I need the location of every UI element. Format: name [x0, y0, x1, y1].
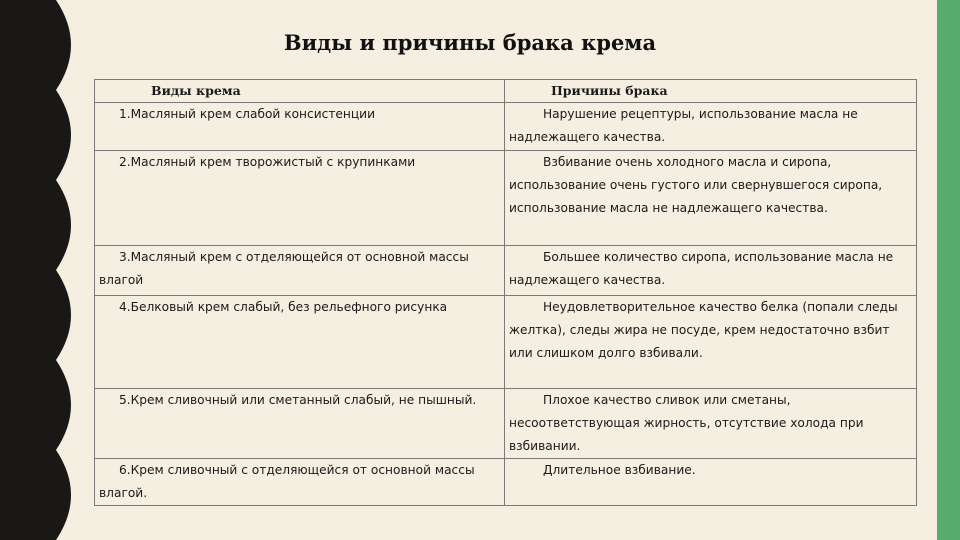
- row-2-cause: Взбивание очень холодного масла и сиропа, использование очень густого или свернувшегося сиропа, использование масла не надлежащего качества.: [505, 151, 917, 246]
- table-row: [95, 459, 917, 506]
- row-4-kind: 4.Белковый крем слабый, без рельефного рисунка: [95, 296, 505, 389]
- row-2-kind: 2.Масляный крем творожистый с крупинками: [95, 151, 505, 246]
- row-5-kind: 5.Крем сливочный или сметанный слабый, не пышный.: [95, 389, 505, 459]
- table-row: [95, 296, 917, 389]
- row-6-kind: 6.Крем сливочный с отделяющейся от основной массы влагой.: [95, 459, 505, 506]
- header-cause: Причины брака: [505, 80, 917, 103]
- row-3-kind: 3.Масляный крем с отделяющейся от основной массы влагой: [95, 246, 505, 296]
- row-6-cause: Длительное взбивание.: [505, 459, 917, 506]
- table-row: [95, 151, 917, 246]
- header-kind: Виды крема: [95, 80, 505, 103]
- table-row: [95, 389, 917, 459]
- slide-title: Виды и причины брака крема: [283, 30, 657, 55]
- left-decorative-band: [0, 0, 75, 540]
- defects-table: [94, 79, 917, 506]
- row-4-cause: Неудовлетворительное качество белка (попали следы желтка), следы жира не посуде, крем недостаточно взбит или слишком долго взбивали.: [505, 296, 917, 389]
- row-1-kind: 1.Масляный крем слабой консистенции: [95, 103, 505, 151]
- table-row: [95, 103, 917, 151]
- right-accent-stripe: [937, 0, 960, 540]
- row-5-cause: Плохое качество сливок или сметаны, несоответствующая жирность, отсутствие холода при взбивании.: [505, 389, 917, 459]
- row-3-cause: Большее количество сиропа, использование масла не надлежащего качества.: [505, 246, 917, 296]
- row-1-cause: Нарушение рецептуры, использование масла не надлежащего качества.: [505, 103, 917, 151]
- table-header-row: [95, 80, 917, 103]
- table-row: [95, 246, 917, 296]
